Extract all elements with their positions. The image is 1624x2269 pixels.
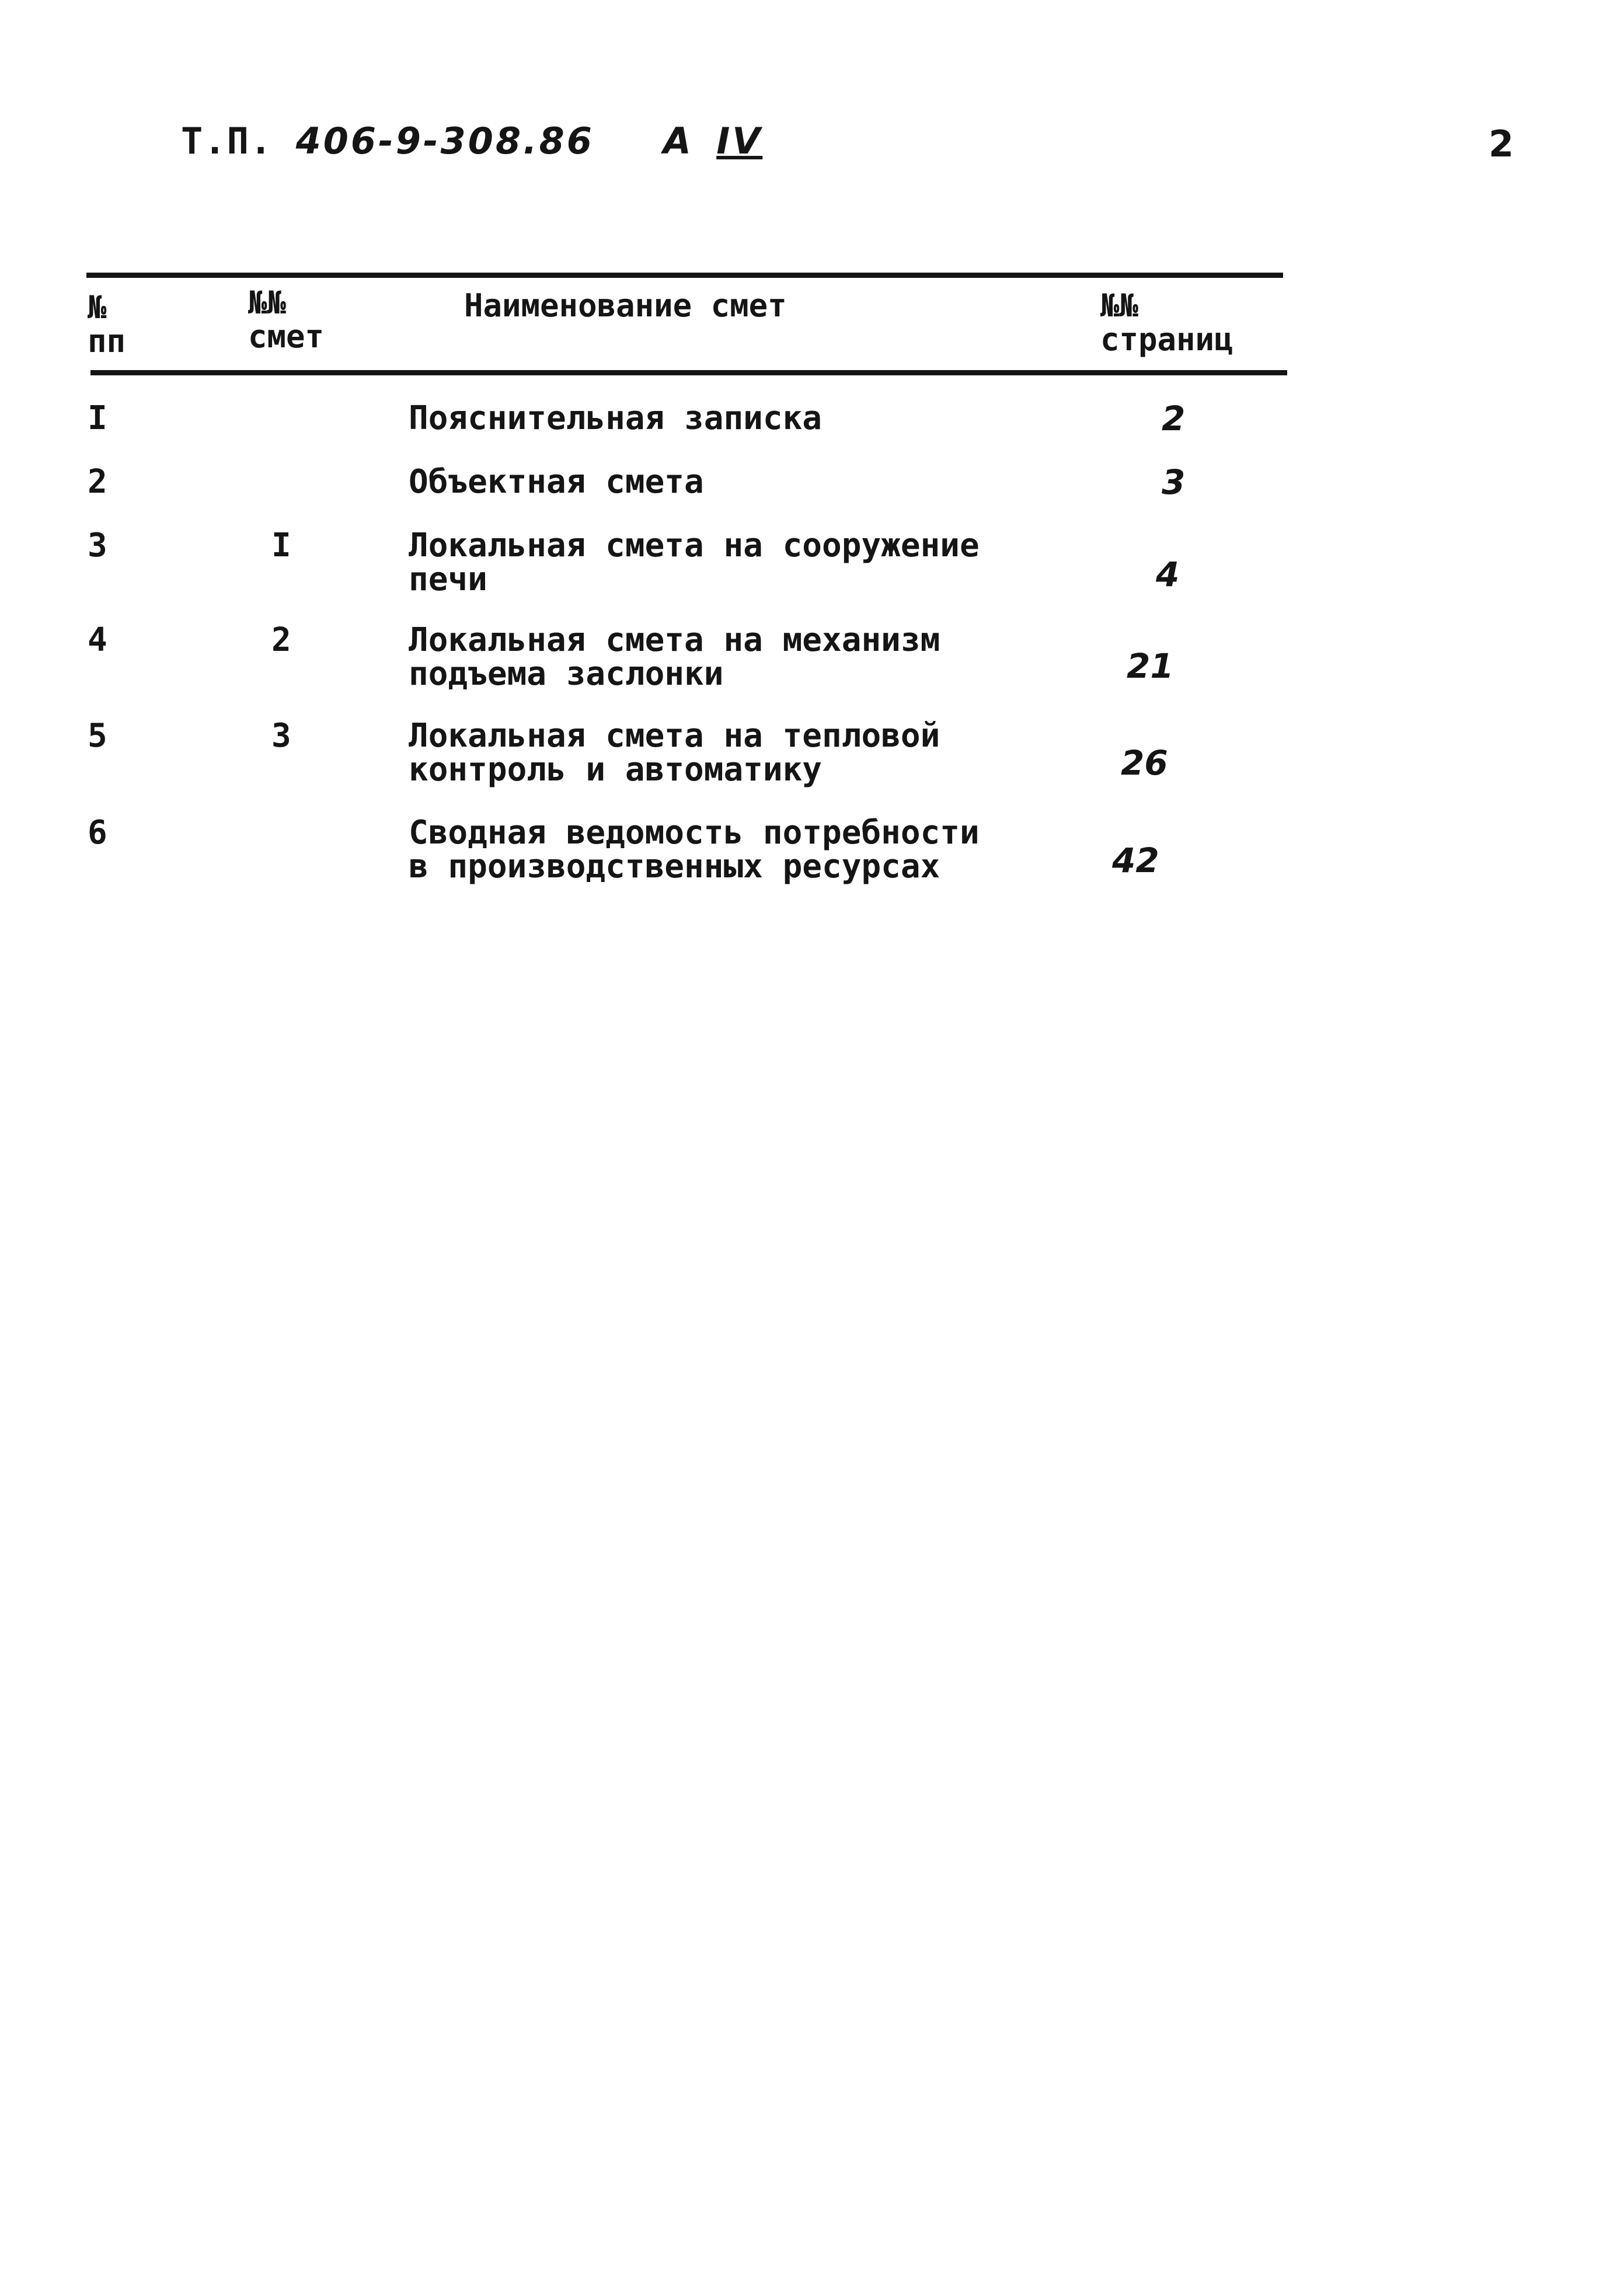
row-page: 2 <box>1162 399 1186 438</box>
col-header-num: № пп <box>88 289 126 360</box>
row-num: 4 <box>88 621 107 659</box>
col-header-estimate: №№ смет <box>248 284 325 355</box>
doc-code-number: 406-9-308.86 <box>295 120 594 162</box>
row-page: 42 <box>1112 841 1159 880</box>
page-number: 2 <box>1489 123 1514 165</box>
table-top-rule <box>86 273 1283 278</box>
row-name: Локальная смета на тепловой контроль и автоматику <box>409 717 940 789</box>
col-header-name: Наименование смет <box>464 287 787 324</box>
col-header-pages: №№ страниц <box>1100 287 1233 358</box>
row-num: 5 <box>88 717 107 755</box>
row-estimate: I <box>271 527 291 564</box>
row-page: 21 <box>1127 646 1174 686</box>
document-header <box>181 120 762 162</box>
row-estimate: 3 <box>271 717 291 755</box>
doc-code-prefix: Т.П. <box>181 120 273 162</box>
row-name: Локальная смета на механизм подъема заслонки <box>409 621 940 693</box>
row-page: 3 <box>1162 462 1186 502</box>
row-name: Объектная смета <box>409 463 704 501</box>
row-page: 4 <box>1156 555 1180 594</box>
row-num: I <box>88 399 107 437</box>
row-estimate: 2 <box>271 621 291 659</box>
row-name: Сводная ведомость потребности в производственных ресурсах <box>409 814 980 886</box>
doc-album: А <box>663 120 693 162</box>
row-num: 2 <box>88 463 107 501</box>
row-num: 6 <box>88 814 107 852</box>
doc-volume: IV <box>716 120 763 162</box>
row-name: Пояснительная записка <box>409 399 823 437</box>
table-header-rule <box>90 370 1287 375</box>
row-num: 3 <box>88 527 107 564</box>
row-page: 26 <box>1121 743 1168 783</box>
row-name: Локальная смета на сооружение печи <box>409 527 980 598</box>
